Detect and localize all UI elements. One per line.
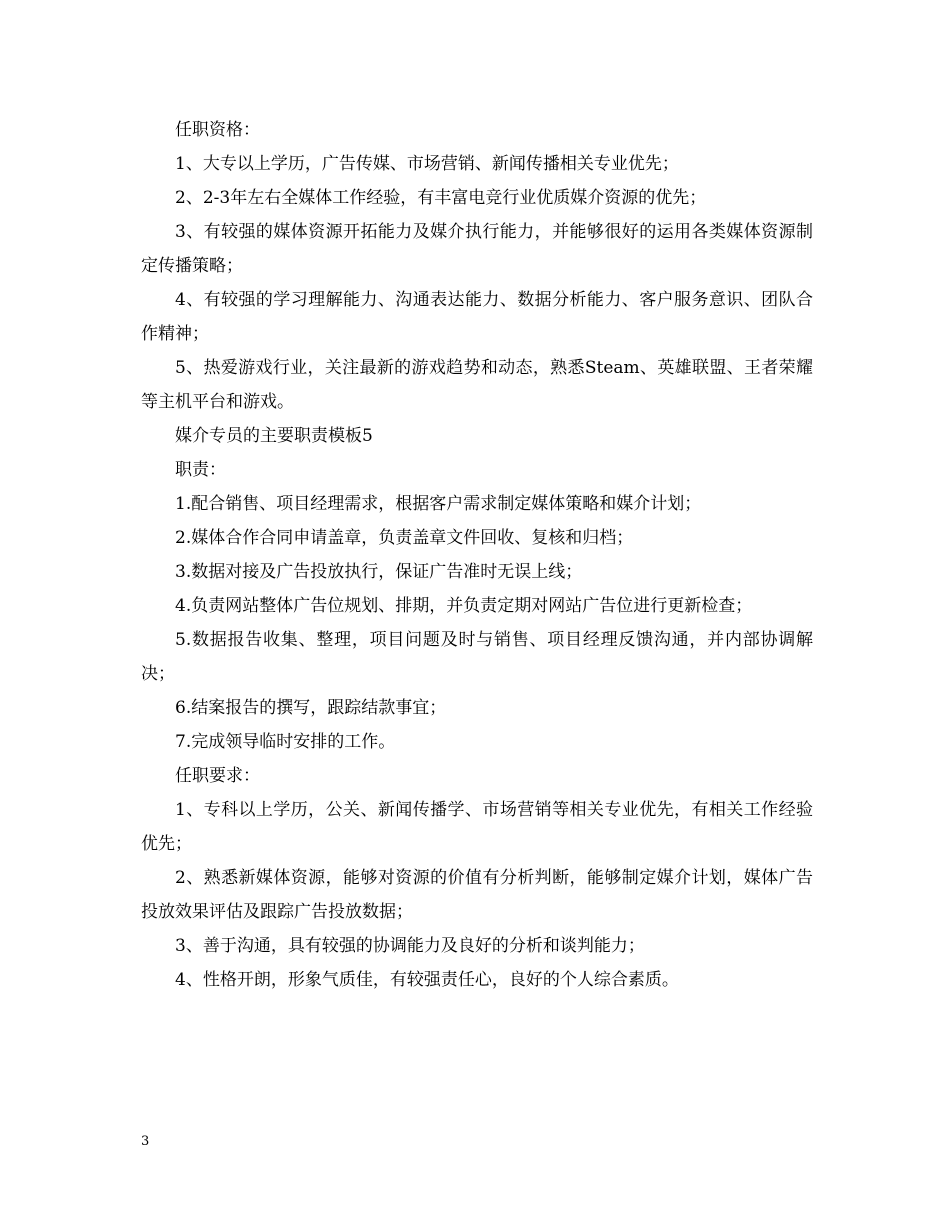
duty-item-3: 3.数据对接及广告投放执行，保证广告准时无误上线； bbox=[175, 562, 583, 582]
qualification-item-3: 3、有较强的媒体资源开拓能力及媒介执行能力，并能够很好的运用各类媒体资源制定传播策略； bbox=[141, 222, 813, 276]
qualification-item-4: 4、有较强的学习理解能力、沟通表达能力、数据分析能力、客户服务意识、团队合作精神； bbox=[141, 290, 813, 344]
template-title: 媒介专员的主要职责模板5 bbox=[175, 426, 373, 446]
duty-item-7: 7.完成领导临时安排的工作。 bbox=[175, 732, 396, 752]
requirement-item-4: 4、性格开朗，形象气质佳，有较强责任心，良好的个人综合素质。 bbox=[175, 970, 679, 990]
duty-item-2: 2.媒体合作合同申请盖章，负责盖章文件回收、复核和归档； bbox=[175, 528, 634, 548]
requirement-item-3: 3、善于沟通，具有较强的协调能力及良好的分析和谈判能力； bbox=[175, 936, 645, 956]
qualification-item-1: 1、大专以上学历，广告传媒、市场营销、新闻传播相关专业优先； bbox=[175, 154, 679, 174]
requirement-item-2: 2、熟悉新媒体资源，能够对资源的价值有分析判断，能够制定媒介计划，媒体广告投放效果评估及跟踪广告投放数据； bbox=[141, 868, 813, 922]
section-heading-qualifications: 任职资格： bbox=[175, 120, 260, 140]
duty-item-4: 4.负责网站整体广告位规划、排期，并负责定期对网站广告位进行更新检查； bbox=[175, 596, 753, 616]
duty-item-5: 5.数据报告收集、整理，项目问题及时与销售、项目经理反馈沟通，并内部协调解决； bbox=[141, 630, 813, 684]
qualification-item-5: 5、热爱游戏行业，关注最新的游戏趋势和动态，熟悉Steam、英雄联盟、王者荣耀等主机平台和游戏。 bbox=[141, 358, 813, 412]
section-heading-duties: 职责： bbox=[175, 460, 226, 480]
qualification-item-2: 2、2-3年左右全媒体工作经验，有丰富电竞行业优质媒介资源的优先； bbox=[175, 188, 707, 208]
duty-item-6: 6.结案报告的撰写，跟踪结款事宜； bbox=[175, 698, 447, 718]
requirement-item-1: 1、专科以上学历，公关、新闻传播学、市场营销等相关专业优先，有相关工作经验优先； bbox=[141, 800, 813, 854]
section-heading-requirements: 任职要求： bbox=[175, 766, 260, 786]
page-number: 3 bbox=[141, 1134, 150, 1149]
document-body bbox=[141, 113, 813, 997]
duty-item-1: 1.配合销售、项目经理需求，根据客户需求制定媒体策略和媒介计划； bbox=[175, 494, 702, 514]
